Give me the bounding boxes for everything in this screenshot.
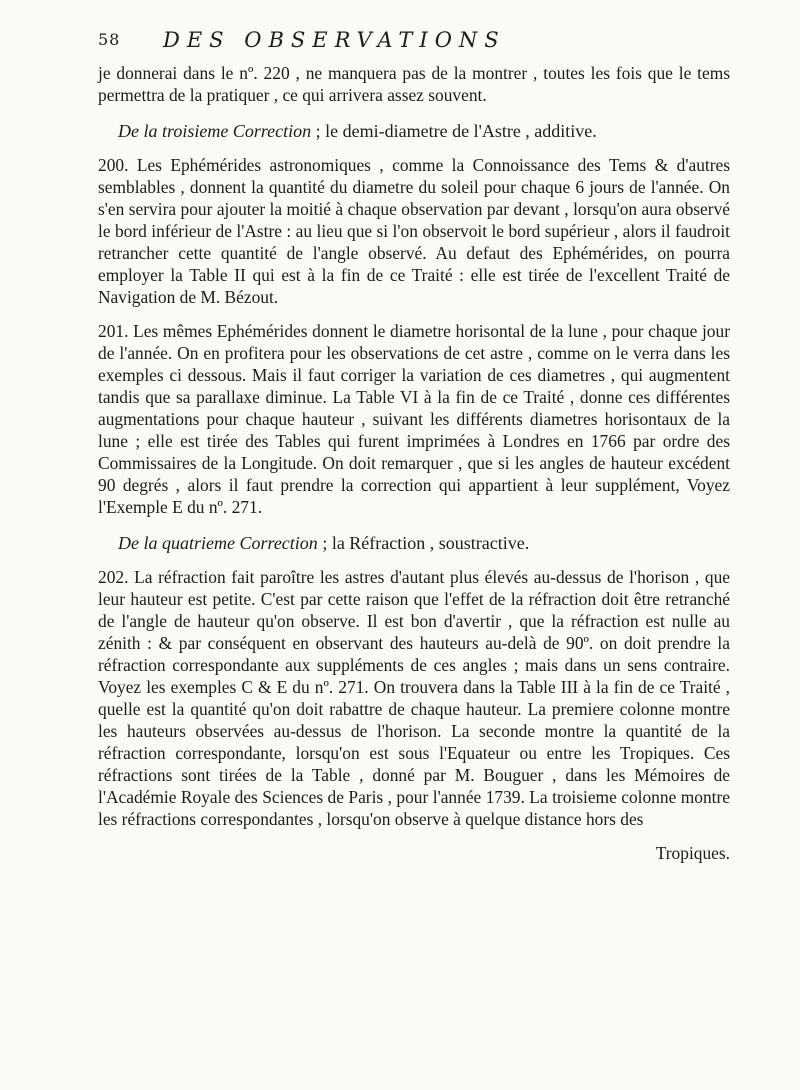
heading-tail: ; le demi-diametre de l'Astre , additive. (311, 121, 597, 141)
body-text (98, 62, 730, 864)
paragraph-201: 201. Les mêmes Ephémérides donnent le diametre horisontal de la lune , pour chaque jour de l'année. On en profitera pour les observations de cet astre , comme on le verra dans les exemples ci dessous. Mais il faut corriger la variation de ces diametres , qui augmentent tandis que sa parallaxe diminue. La Table VI à la fin de ce Traité , donne ces différentes augmentations pour chaque hauteur , suivant les différents diametres horisontaux de la lune ; elle est tirée des Tables qui furent imprimées à Londres en 1766 par ordre des Commissaires de la Longitude. On doit remarquer , que si les angles de hauteur excédent 90 degrés , alors il faut prendre la correction qui appartient à leur supplément, Voyez l'Exemple E du nº. 271. (98, 321, 730, 517)
heading-lead: De la troisieme Correction (118, 121, 312, 141)
section-heading-third-correction (98, 120, 730, 142)
catchword: Tropiques. (655, 843, 730, 863)
running-header (98, 28, 718, 62)
heading-lead: De la quatrieme Correction (118, 533, 318, 553)
paragraph-continuation: je donnerai dans le nº. 220 , ne manquera pas de la montrer , toutes les fois que le tems permettra de la pratiquer , ce qui arrivera assez souvent. (98, 63, 730, 105)
section-heading-fourth-correction (98, 532, 730, 554)
page-number: 58 (98, 30, 121, 49)
heading-tail: ; la Réfraction , soustractive. (317, 533, 530, 553)
paragraph-200: 200. Les Ephémérides astronomiques , comme la Connoissance des Tems & d'autres semblables , donnent la quantité du diametre du soleil pour chaque 6 jours de l'année. On s'en servira pour ajouter la moitié à chaque observation par devant , lorsqu'on aura observé le bord inférieur de l'Astre : au lieu que si l'on observoit le bord supérieur , alors il faudroit retrancher cette quantité de l'angle observé. Au defaut des Ephémérides, on pourra employer la Table II qui est à la fin de ce Traité : elle est tirée de l'excellent Traité de Navigation de M. Bézout. (98, 155, 730, 307)
paragraph-202: 202. La réfraction fait paroître les astres d'autant plus élevés au-dessus de l'horison , que leur hauteur est petite. C'est par cette raison que l'effet de la réfraction doit être retranché de l'angle de hauteur qu'on observe. Il est bon d'avertir , que la réfraction est nulle au zénith : & par conséquent en observant des hauteurs au-delà de 90º. on doit prendre la réfraction correspondante aux suppléments de ces angles ; mais dans un sens contraire. Voyez les exemples C & E du nº. 271. On trouvera dans la Table III à la fin de ce Traité , quelle est la quantité qu'on doit rabattre de chaque hauteur. La premiere colonne montre les hauteurs observées au-dessus de l'horison. La seconde montre la quantité de la réfraction correspondante, lorsqu'on est sous l'Equateur ou entre les Tropiques. Ces réfractions sont tirées de la Table , donné par M. Bouguer , dans les Mémoires de l'Académie Royale des Sciences de Paris , pour l'année 1739. La troisieme colonne montre les réfractions correspondantes , lorsqu'on observe à quelque distance hors des (98, 567, 730, 829)
running-title: DES OBSERVATIONS (163, 28, 506, 52)
